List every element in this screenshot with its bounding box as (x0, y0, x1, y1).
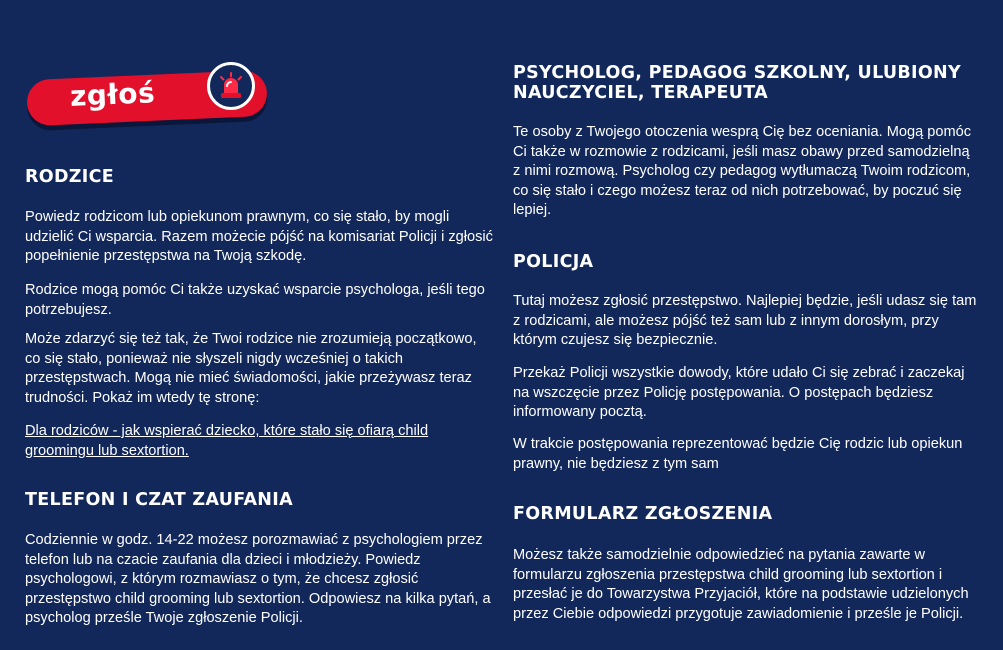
section-title-telefon: TELEFON I CZAT ZAUFANIA (25, 490, 293, 510)
section-title-policja: POLICJA (513, 252, 594, 272)
rodzice-paragraph-1: Powiedz rodzicom lub opiekunom prawnym, co się stało, by mogli udzielić Ci wsparcia. Razem możecie pójść na komisariat Policji i zgłosić popełnienie przestępstwa na Twoją szkodę. (25, 209, 493, 265)
logo-label: zgłoś (69, 76, 156, 113)
policja-paragraph-3: W trakcie postępowania reprezentować będzie Cię rodzic lub opiekun prawny, nie będziesz z tym sam (513, 436, 963, 472)
telefon-paragraph-1: Codziennie w godz. 14-22 możesz porozmawiać z psychologiem przez telefon lub na czacie zaufania dla dzieci i młodzieży. Powiedz psychologowi, z którym rozmawiasz o tym, że chcesz zgłosić przestępstwo child grooming lub sextortion. Odpowiesz na kilka pytań, a psycholog prześle Twoje zgłoszenie Policji. (25, 532, 491, 627)
psycholog-paragraph-1: Te osoby z Twojego otoczenia wesprą Cię bez oceniania. Mogą pomóc Ci także w rozmowie z rodzicami, jeśli masz obawy przed samodzielną z nimi rozmową. Psycholog czy pedagog wytłumaczą Twoim rodzicom, co się stało i czego możesz teraz od nich potrzebować, by poczuć się lepiej. (513, 124, 972, 219)
formularz-paragraph-1: Możesz także samodzielnie odpowiedzieć na pytania zawarte w formularzu zgłoszenia przestępstwa child grooming lub sextortion i przesłać je do Towarzystwa Przyjaciół, które na podstawie udzielonych przez Ciebie odpowiedzi przygotuje zawiadomienie i prześle je Policji. (513, 547, 969, 622)
policja-paragraph-2: Przekaż Policji wszystkie dowody, które udało Ci się zebrać i zaczekaj na wszczęcie przez Policję postępowania. O postępach będziesz informowany pocztą. (513, 365, 965, 421)
zglos-logo[interactable] (25, 58, 275, 128)
policja-paragraph-1: Tutaj możesz zgłosić przestępstwo. Najlepiej będzie, jeśli udasz się tam z rodzicami, ale możesz pójść też sam lub z innym dorosłym, przy którym czujesz się bezpiecznie. (513, 293, 977, 349)
siren-badge (207, 62, 255, 110)
section-title-psycholog: PSYCHOLOG, PEDAGOG SZKOLNY, ULUBIONY NAUCZYCIEL, TERAPEUTA (513, 63, 961, 103)
rodzice-paragraph-2: Rodzice mogą pomóc Ci także uzyskać wsparcie psychologa, jeśli tego potrzebujesz. (25, 282, 485, 318)
section-title-formularz: FORMULARZ ZGŁOSZENIA (513, 504, 773, 524)
rodzice-paragraph-3: Może zdarzyć się też tak, że Twoi rodzice nie zrozumieją początkowo, co się stało, ponieważ nie słyszeli nigdy wcześniej o takich przestępstwach. Mogą nie mieć świadomości, jakie przeżywasz teraz trudności. Pokaż im wtedy tę stronę: (25, 331, 477, 406)
parents-guide-link[interactable]: Dla rodziców - jak wspierać dziecko, które stało się ofiarą child groomingu lub sextortion. (25, 423, 429, 459)
section-title-rodzice: RODZICE (25, 167, 114, 187)
siren-icon (216, 71, 246, 101)
